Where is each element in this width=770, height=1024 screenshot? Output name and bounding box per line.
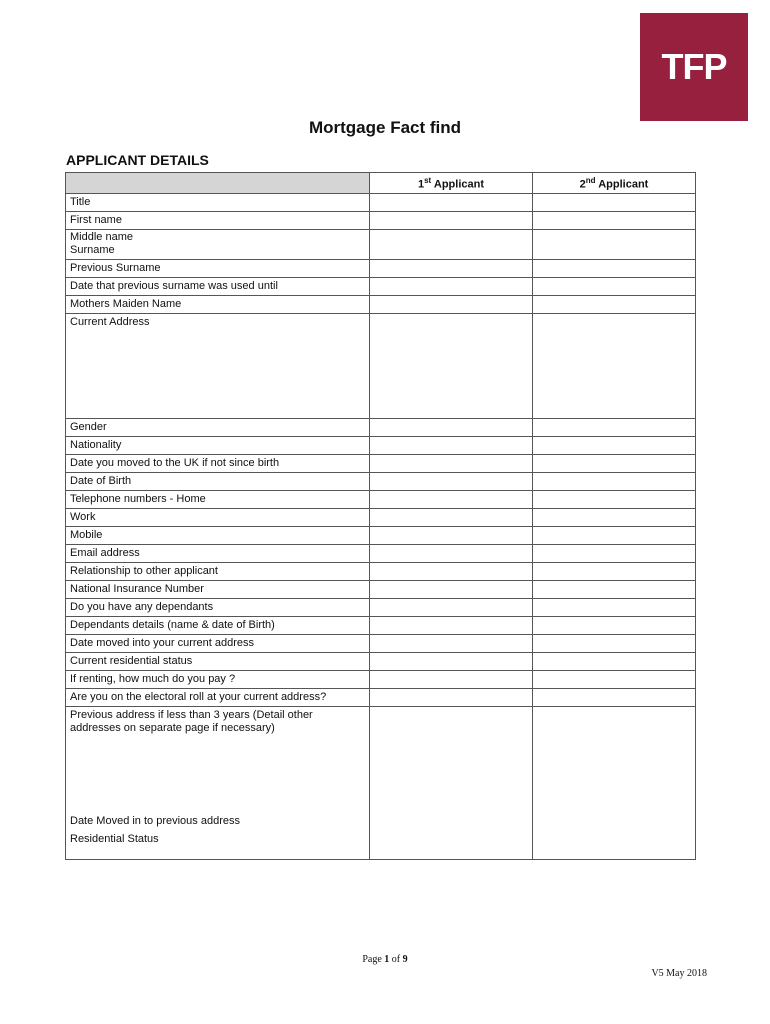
row-current-address [66, 314, 696, 419]
row-label: Dependants details (name & date of Birth) [66, 617, 370, 635]
date-moved-previous-label: Date Moved in to previous address [70, 815, 240, 827]
applicant-2-residential-status-field[interactable] [533, 653, 696, 671]
section-title: APPLICANT DETAILS [66, 152, 209, 168]
applicant-2-current-address-field[interactable] [533, 314, 696, 419]
applicant-2-electoral-roll-field[interactable] [533, 689, 696, 707]
row-date-of-birth [66, 473, 696, 491]
row-nationality [66, 437, 696, 455]
applicant-2-date-moved-field[interactable] [533, 635, 696, 653]
applicant-1-title-field[interactable] [370, 194, 533, 212]
row-relationship [66, 563, 696, 581]
row-mobile [66, 527, 696, 545]
applicant-2-previous-surname-field[interactable] [533, 260, 696, 278]
applicant-1-work-phone-field[interactable] [370, 509, 533, 527]
row-residential-status [66, 653, 696, 671]
applicant-1-ni-number-field[interactable] [370, 581, 533, 599]
header-label-cell [66, 173, 370, 194]
row-mothers-maiden-name [66, 296, 696, 314]
document-title: Mortgage Fact find [308, 118, 462, 137]
version-label: V5 May 2018 [651, 968, 707, 979]
row-electoral-roll [66, 689, 696, 707]
row-prev-surname-until [66, 278, 696, 296]
row-label: Date that previous surname was used until [66, 278, 370, 296]
middle-name-label: Middle name [70, 231, 133, 243]
row-label: Current Address [66, 314, 370, 419]
applicant-2-moved-uk-field[interactable] [533, 455, 696, 473]
applicant-2-previous-address-field[interactable] [533, 707, 696, 860]
applicant-2-ni-number-field[interactable] [533, 581, 696, 599]
applicant-2-email-field[interactable] [533, 545, 696, 563]
applicant-2-relationship-field[interactable] [533, 563, 696, 581]
applicant-2-nationality-field[interactable] [533, 437, 696, 455]
row-label: Relationship to other applicant [66, 563, 370, 581]
logo-text: TFP [661, 46, 727, 87]
header-row [66, 173, 696, 194]
previous-address-label-line-2: addresses on separate page if necessary) [70, 722, 275, 734]
applicant-1-dependants-details-field[interactable] [370, 617, 533, 635]
row-label [66, 230, 370, 260]
row-label: Are you on the electoral roll at your current address? [66, 689, 370, 707]
row-date-moved-current [66, 635, 696, 653]
applicant-1-electoral-roll-field[interactable] [370, 689, 533, 707]
applicant-2-title-field[interactable] [533, 194, 696, 212]
spacer [70, 735, 365, 801]
applicant-1-previous-surname-field[interactable] [370, 260, 533, 278]
row-gender [66, 419, 696, 437]
applicant-1-first-name-field[interactable] [370, 212, 533, 230]
row-label: If renting, how much do you pay ? [66, 671, 370, 689]
applicant-1-home-phone-field[interactable] [370, 491, 533, 509]
row-middle-surname [66, 230, 696, 260]
row-previous-surname [66, 260, 696, 278]
applicant-2-home-phone-field[interactable] [533, 491, 696, 509]
applicant-2-name-field[interactable] [533, 230, 696, 260]
row-label: Date of Birth [66, 473, 370, 491]
row-label: First name [66, 212, 370, 230]
applicant-2-prev-surname-until-field[interactable] [533, 278, 696, 296]
row-label: Date you moved to the UK if not since birth [66, 455, 370, 473]
row-label: Title [66, 194, 370, 212]
applicant-1-rent-field[interactable] [370, 671, 533, 689]
row-renting-pay [66, 671, 696, 689]
row-label: Nationality [66, 437, 370, 455]
applicant-1-nationality-field[interactable] [370, 437, 533, 455]
row-previous-address [66, 707, 696, 860]
row-ni-number [66, 581, 696, 599]
row-moved-uk [66, 455, 696, 473]
row-label: Current residential status [66, 653, 370, 671]
row-label: Email address [66, 545, 370, 563]
applicant-1-dob-field[interactable] [370, 473, 533, 491]
applicant-1-name-field[interactable] [370, 230, 533, 260]
header-applicant-2: 2nd Applicant [533, 173, 696, 194]
row-title [66, 194, 696, 212]
applicant-1-gender-field[interactable] [370, 419, 533, 437]
applicant-2-dob-field[interactable] [533, 473, 696, 491]
applicant-1-maiden-name-field[interactable] [370, 296, 533, 314]
row-email [66, 545, 696, 563]
row-label: Previous Surname [66, 260, 370, 278]
row-label: Mobile [66, 527, 370, 545]
row-work-phone [66, 509, 696, 527]
applicant-1-residential-status-field[interactable] [370, 653, 533, 671]
row-label: National Insurance Number [66, 581, 370, 599]
row-label: Do you have any dependants [66, 599, 370, 617]
applicant-1-email-field[interactable] [370, 545, 533, 563]
applicant-2-work-phone-field[interactable] [533, 509, 696, 527]
row-label: Telephone numbers - Home [66, 491, 370, 509]
applicant-2-dependants-details-field[interactable] [533, 617, 696, 635]
row-telephone-home [66, 491, 696, 509]
applicant-1-date-moved-field[interactable] [370, 635, 533, 653]
applicant-details-table [65, 172, 696, 860]
row-label [66, 707, 370, 860]
row-label: Gender [66, 419, 370, 437]
applicant-1-moved-uk-field[interactable] [370, 455, 533, 473]
applicant-2-maiden-name-field[interactable] [533, 296, 696, 314]
row-first-name [66, 212, 696, 230]
applicant-2-mobile-field[interactable] [533, 527, 696, 545]
applicant-1-relationship-field[interactable] [370, 563, 533, 581]
row-label: Date moved into your current address [66, 635, 370, 653]
applicant-2-gender-field[interactable] [533, 419, 696, 437]
page-number: Page 1 of 9 [362, 954, 408, 965]
applicant-1-previous-address-field[interactable] [370, 707, 533, 860]
applicant-2-first-name-field[interactable] [533, 212, 696, 230]
applicant-2-rent-field[interactable] [533, 671, 696, 689]
applicant-1-mobile-field[interactable] [370, 527, 533, 545]
header-applicant-1: 1st Applicant [370, 173, 533, 194]
tfp-logo [640, 13, 748, 121]
applicant-2-dependants-field[interactable] [533, 599, 696, 617]
previous-address-label-line-1: Previous address if less than 3 years (Detail other [70, 709, 313, 721]
applicant-1-dependants-field[interactable] [370, 599, 533, 617]
applicant-1-current-address-field[interactable] [370, 314, 533, 419]
row-label: Mothers Maiden Name [66, 296, 370, 314]
surname-label: Surname [70, 244, 115, 256]
row-dependants-details [66, 617, 696, 635]
row-label: Work [66, 509, 370, 527]
row-dependants [66, 599, 696, 617]
applicant-1-prev-surname-until-field[interactable] [370, 278, 533, 296]
prev-residential-status-label: Residential Status [70, 833, 159, 845]
